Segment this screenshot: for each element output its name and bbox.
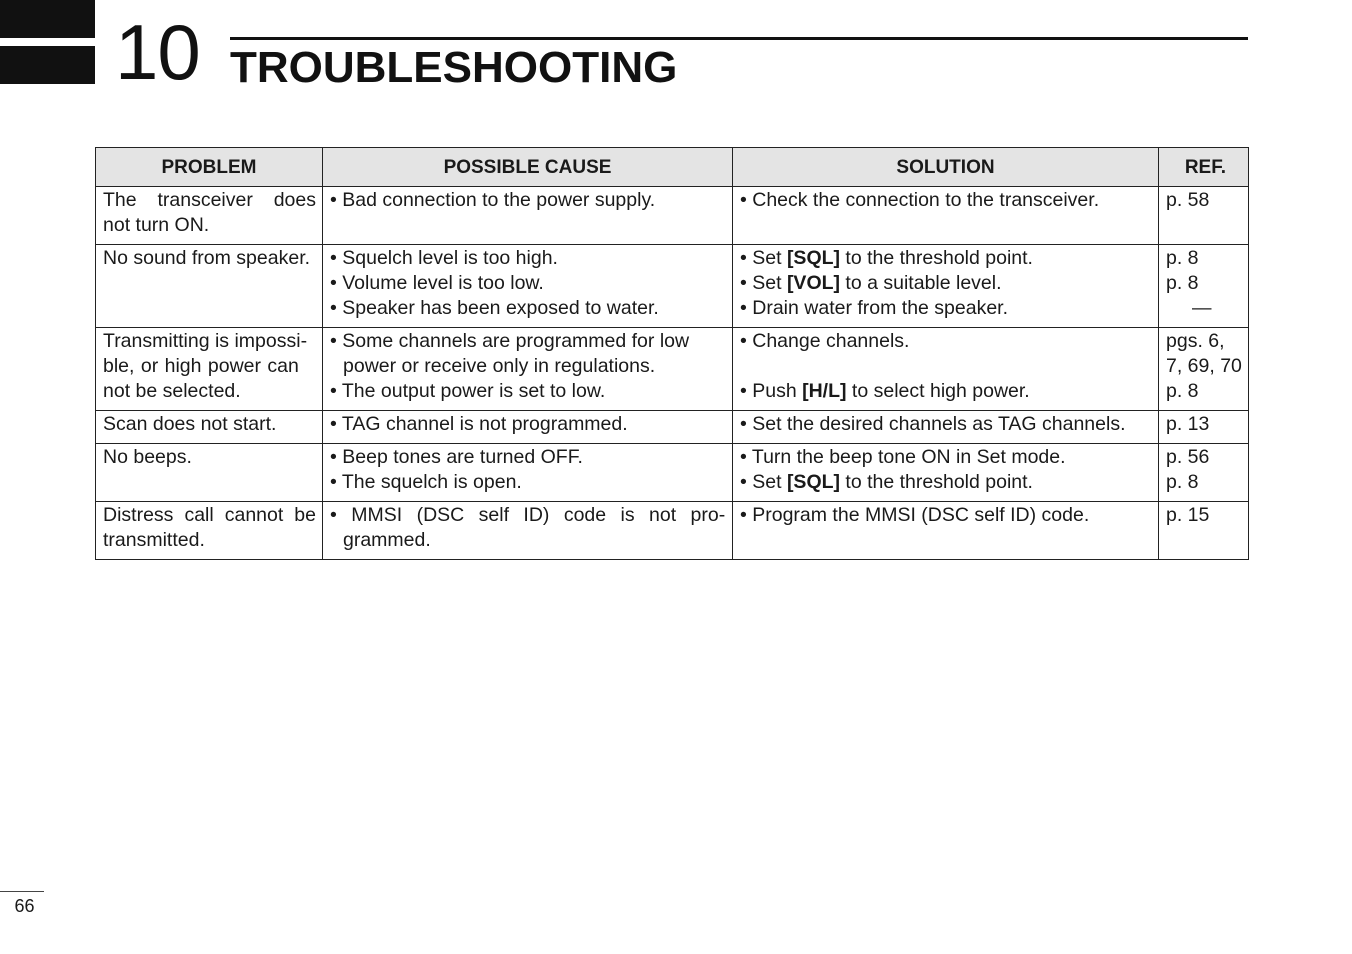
solution-text: • Set [SQL] to the threshold point.: [740, 471, 1033, 493]
solution-text: • Set the desired channels as TAG channels.: [740, 413, 1126, 435]
cause-cell: [323, 411, 733, 444]
solution-text: • Drain water from the speaker.: [740, 297, 1009, 319]
cause-cell: [323, 187, 733, 245]
solution-cell: [733, 502, 1159, 560]
cause-cell: [323, 444, 733, 502]
key-vol: [VOL]: [786, 272, 841, 294]
problem-text: Scan does not start.: [103, 413, 277, 435]
solution-cell: [733, 187, 1159, 245]
solution-text: • Push [H/L] to select high power.: [740, 380, 1030, 402]
table-header-row: [96, 148, 1249, 187]
cause-text: • Volume level is too low.: [330, 272, 544, 294]
problem-cell: [96, 187, 323, 245]
ref-text: p. 56: [1166, 446, 1210, 468]
ref-text: p. 58: [1166, 189, 1210, 211]
problem-text: The transceiver does not turn ON.: [103, 189, 316, 236]
header-solution: SOLUTION: [733, 148, 1159, 187]
solution-text: • Change channels.: [740, 330, 910, 352]
ref-cell: [1159, 444, 1249, 502]
cause-cell: [323, 502, 733, 560]
problem-text: Distress call cannot be transmitted.: [103, 504, 316, 551]
problem-text: not be selected.: [103, 380, 241, 402]
cause-text: • MMSI (DSC self ID) code is not pro-: [330, 504, 726, 526]
header-possible-cause: POSSIBLE CAUSE: [323, 148, 733, 187]
solution-cell: [733, 411, 1159, 444]
solution-text: • Program the MMSI (DSC self ID) code.: [740, 504, 1090, 526]
key-sql: [SQL]: [786, 471, 841, 493]
chapter-tab-bottom: [0, 46, 95, 84]
problem-text: No sound from speaker.: [103, 247, 311, 269]
key-hl: [H/L]: [802, 380, 847, 402]
solution-text: • Turn the beep tone ON in Set mode.: [740, 446, 1066, 468]
ref-cell: [1159, 411, 1249, 444]
problem-text: Transmitting is impossi-: [103, 330, 308, 352]
title-rule: [230, 37, 1248, 40]
ref-text: p. 8: [1166, 380, 1199, 402]
ref-cell: [1159, 328, 1249, 411]
solution-cell: [733, 328, 1159, 411]
chapter-title: TROUBLESHOOTING: [230, 43, 678, 92]
header-ref: REF.: [1159, 148, 1249, 187]
cause-text: • The squelch is open.: [330, 471, 522, 493]
problem-text: ble, or high power can: [103, 355, 299, 377]
chapter-number: 10: [115, 8, 200, 96]
spacer: [740, 354, 1152, 379]
ref-cell: [1159, 502, 1249, 560]
cause-text: grammed.: [343, 529, 431, 551]
ref-text: —: [1192, 297, 1212, 319]
cause-cell: [323, 245, 733, 328]
cause-text: • The output power is set to low.: [330, 380, 606, 402]
ref-cell: [1159, 187, 1249, 245]
table-row: [96, 187, 1249, 245]
key-sql: [SQL]: [786, 247, 841, 269]
solution-cell: [733, 245, 1159, 328]
cause-text: • Bad connection to the power supply.: [330, 189, 656, 211]
ref-cell: [1159, 245, 1249, 328]
cause-text: • Squelch level is too high.: [330, 247, 558, 269]
cause-text: • Beep tones are turned OFF.: [330, 446, 583, 468]
table-row: [96, 411, 1249, 444]
ref-text: p. 8: [1166, 247, 1199, 269]
cause-cell: [323, 328, 733, 411]
table-row: [96, 502, 1249, 560]
header-problem: PROBLEM: [96, 148, 323, 187]
cause-text: • Some channels are programmed for low power or receive only in regulations.: [330, 330, 690, 377]
problem-cell: [96, 502, 323, 560]
ref-text: pgs. 6,: [1166, 330, 1225, 352]
solution-text: • Set [VOL] to a suitable level.: [740, 272, 1002, 294]
solution-text: • Set [SQL] to the threshold point.: [740, 247, 1033, 269]
ref-text: p. 15: [1166, 504, 1210, 526]
ref-text: 7, 69, 70: [1166, 355, 1242, 377]
ref-text: p. 13: [1166, 413, 1210, 435]
page-number: 66: [0, 891, 44, 920]
cause-text: • Speaker has been exposed to water.: [330, 297, 659, 319]
table-row: [96, 328, 1249, 411]
problem-cell: [96, 328, 323, 411]
problem-cell: [96, 444, 323, 502]
table-row: [96, 444, 1249, 502]
solution-text: • Check the connection to the transceiver.: [740, 189, 1100, 211]
solution-cell: [733, 444, 1159, 502]
chapter-tab-top: [0, 0, 95, 38]
troubleshooting-table: [95, 147, 1249, 560]
problem-text: No beeps.: [103, 446, 192, 468]
problem-cell: [96, 245, 323, 328]
cause-text: • TAG channel is not programmed.: [330, 413, 628, 435]
ref-text: p. 8: [1166, 272, 1199, 294]
ref-text: p. 8: [1166, 471, 1199, 493]
table-row: [96, 245, 1249, 328]
problem-cell: [96, 411, 323, 444]
